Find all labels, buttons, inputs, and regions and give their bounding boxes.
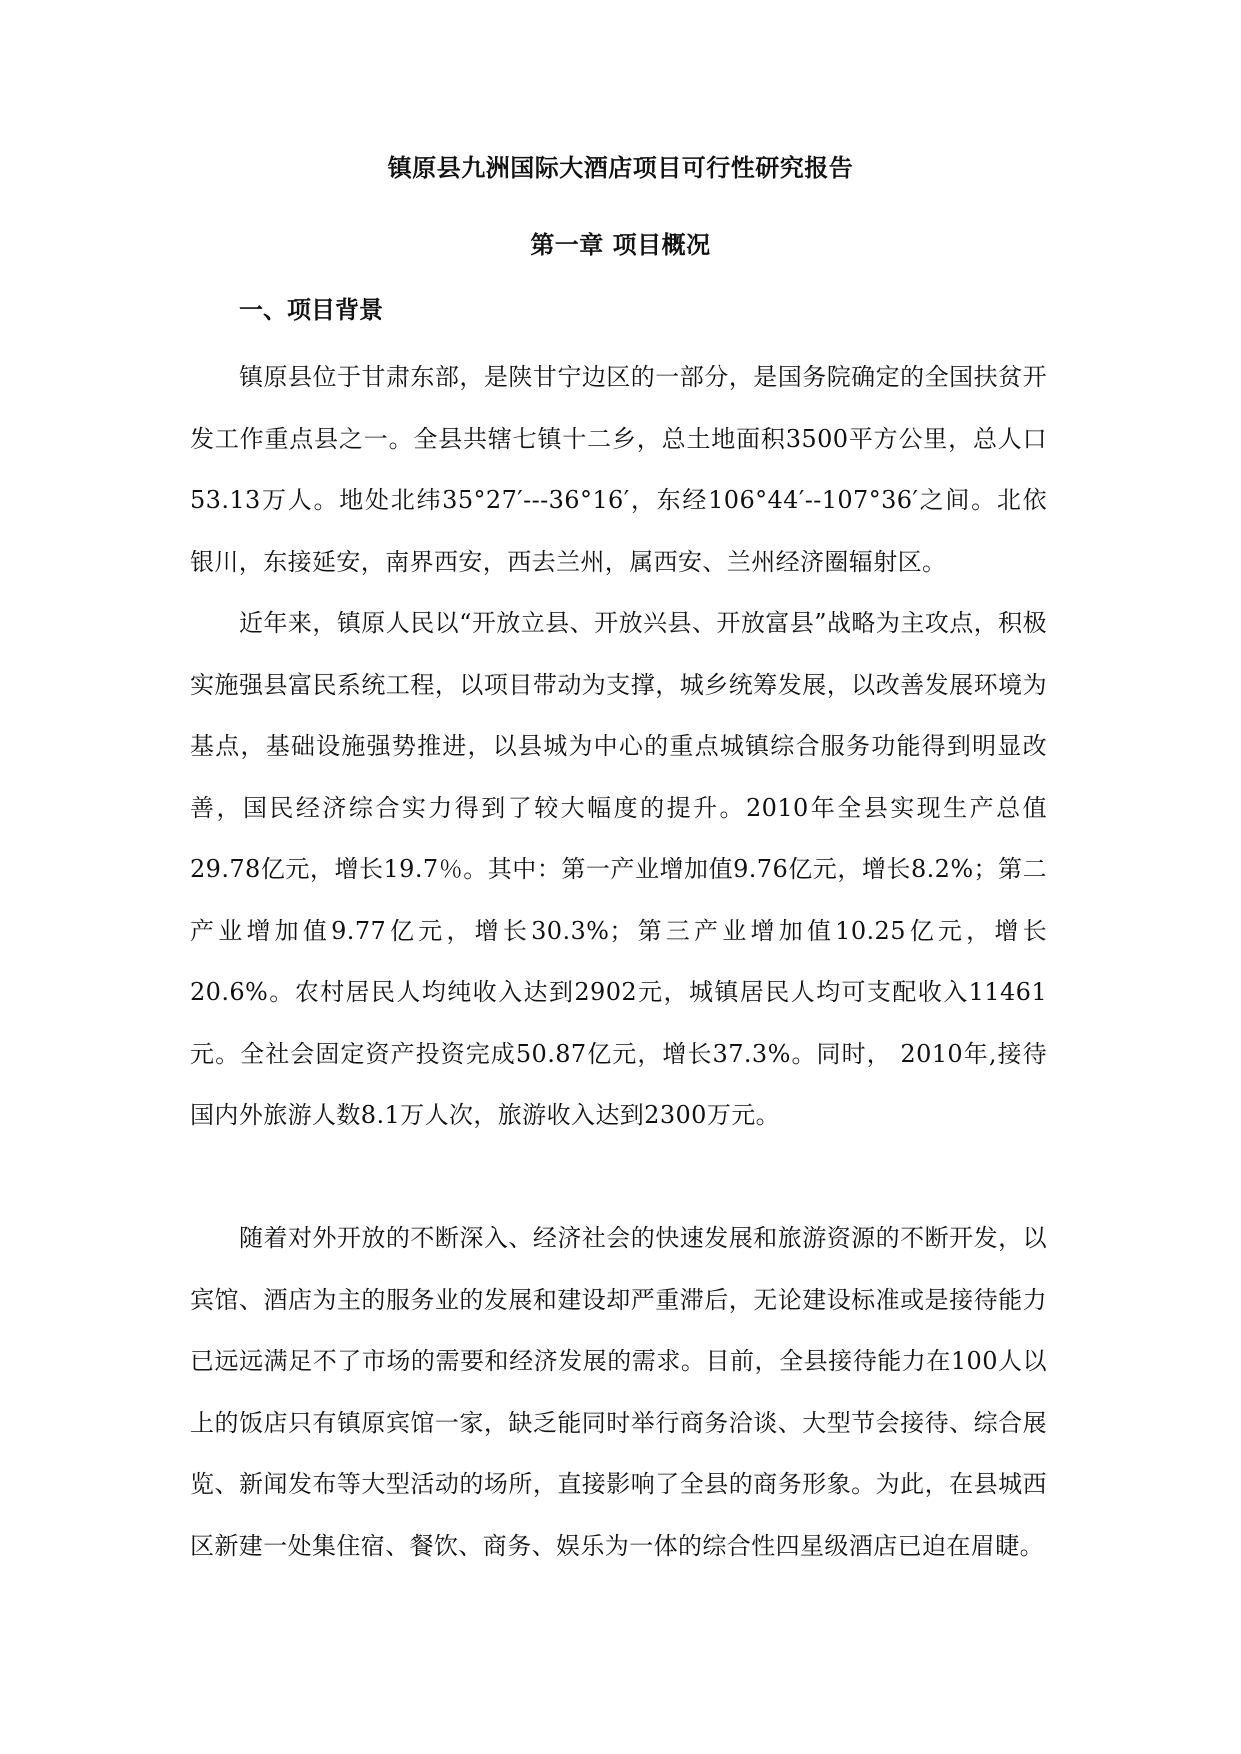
paragraph-economy: 近年来，镇原人民以“开放立县、开放兴县、开放富县”战略为主攻点，积极实施强县富民系统工程，以项目带动为支撑，城乡统筹发展，以改善发展环境为基点，基础设施强势推进，以县城为中心的重点城镇综合服务功能得到明显改善，国民经济综合实力得到了较大幅度的提升。2010年全县实现生产总值29.78亿元，增长19.7％。其中：第一产业增加值9.76亿元，增长8.2%；第二产业增加值9.77亿元，增长30.3%；第三产业增加值10.25亿元，增长20.6%。农村居民人均纯收入达到2902元，城镇居民人均可支配收入11461元。全社会固定资产投资完成50.87亿元，增长37.3%。同时， 2010年,接待国内外旅游人数8.1万人次，旅游收入达到2300万元。 (190, 609, 1047, 1129)
paragraph-hotel-need: 随着对外开放的不断深入、经济社会的快速发展和旅游资源的不断开发，以宾馆、酒店为主的服务业的发展和建设却严重滞后，无论建设标准或是接待能力已远远满足不了市场的需要和经济发展的需求。目前，全县接待能力在100人以上的饭店只有镇原宾馆一家，缺乏能同时举行商务洽谈、大型节会接待、综合展览、新闻发布等大型活动的场所，直接影响了全县的商务形象。为此，在县城西区新建一处集住宿、餐饮、商务、娱乐为一体的综合性四星级酒店已迫在眉睫。 (190, 1224, 1047, 1560)
paragraph-location: 镇原县位于甘肃东部，是陕甘宁边区的一部分，是国务院确定的全国扶贫开发工作重点县之一。全县共辖七镇十二乡，总土地面积3500平方公里，总人口53.13万人。地处北纬35°27′---36°16′，东经106°44′--107°36′之间。北依银川，东接延安，南界西安，西去兰州，属西安、兰州经济圈辐射区。 (190, 363, 1047, 576)
chapter-title: 第一章 项目概况 (530, 230, 711, 259)
document-title: 镇原县九洲国际大酒店项目可行性研究报告 (387, 153, 854, 182)
section-heading: 一、项目背景 (239, 295, 383, 324)
